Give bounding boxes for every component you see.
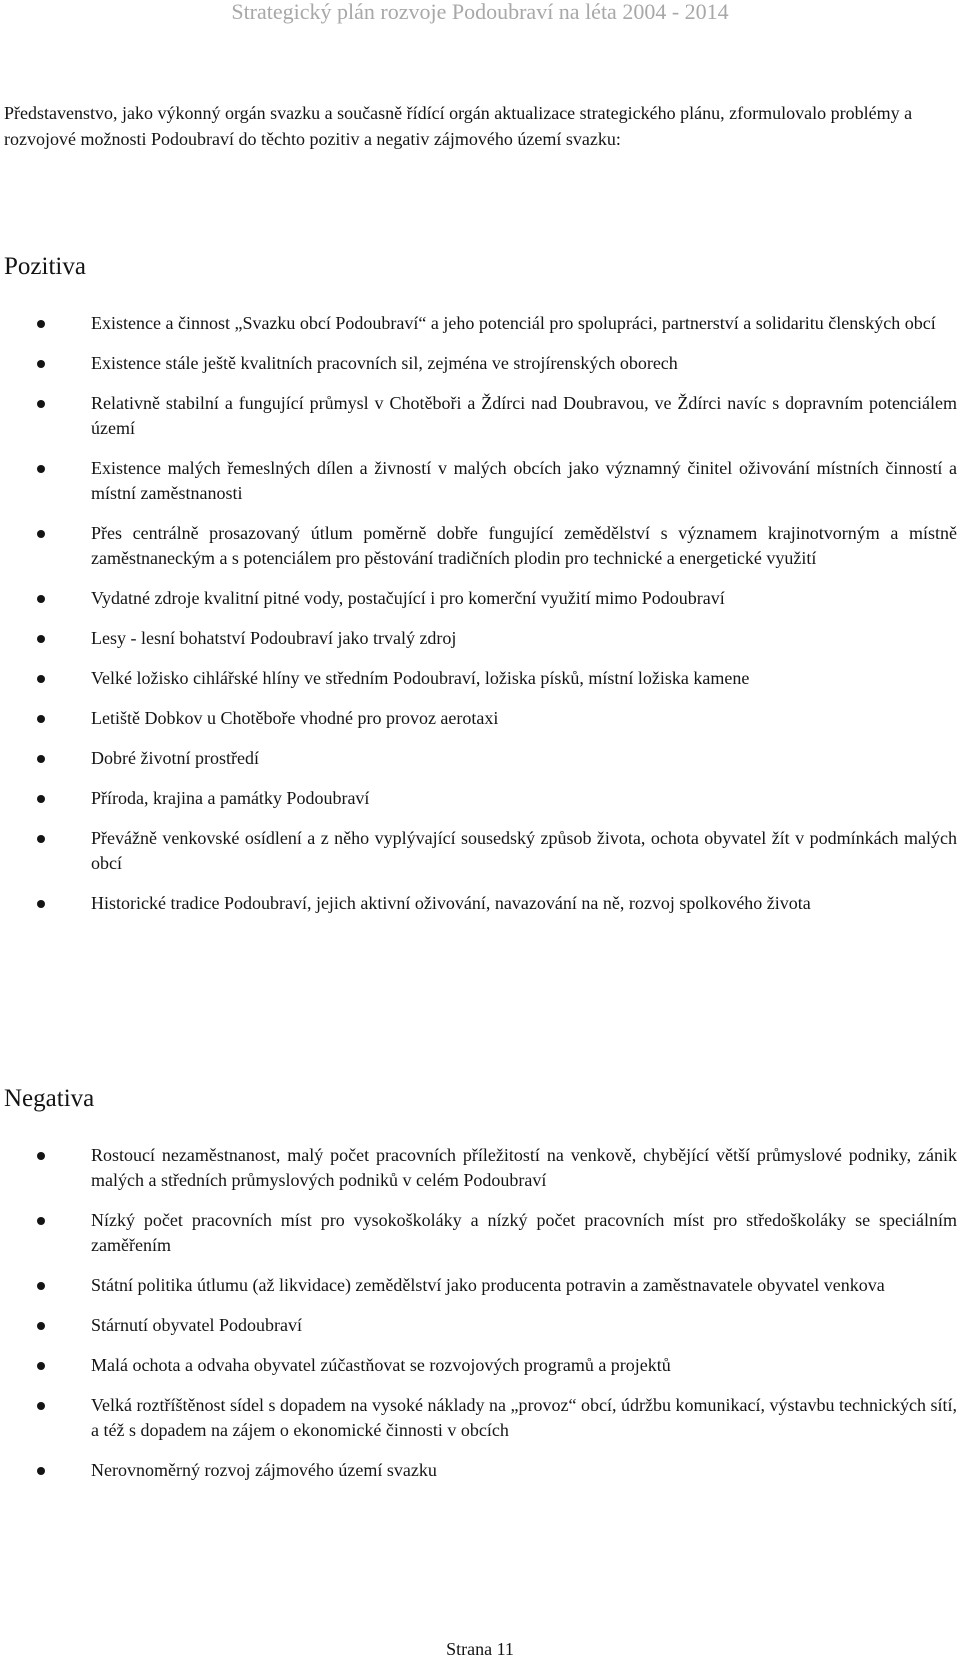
list-item xyxy=(0,746,957,771)
section-heading-positives: Pozitiva xyxy=(4,253,86,280)
bullet-icon xyxy=(37,1152,45,1160)
bullet-icon xyxy=(37,360,45,368)
bullet-icon xyxy=(37,1402,45,1410)
list-item-text: Nerovnoměrný rozvoj zájmového území svazku xyxy=(91,1460,437,1480)
list-item-text: Existence a činnost „Svazku obcí Podoubraví“ a jeho potenciál pro spolupráci, partnerství a solidaritu členských obcí xyxy=(91,313,936,333)
bullet-icon xyxy=(37,530,45,538)
bullet-icon xyxy=(37,1322,45,1330)
list-item-text: Existence malých řemeslných dílen a živností v malých obcích jako významný činitel oživování místních činností a místní zaměstnanosti xyxy=(91,458,957,503)
bullet-icon xyxy=(37,795,45,803)
list-item xyxy=(0,351,957,376)
list-item xyxy=(0,1393,957,1443)
list-item xyxy=(0,521,957,571)
list-item-text: Převážně venkovské osídlení a z něho vyplývající sousedský způsob života, ochota obyvatel žít v podmínkách malých obcí xyxy=(91,828,957,873)
list-item-text: Rostoucí nezaměstnanost, malý počet pracovních příležitostí na venkově, chybějící větší průmyslové podniky, zánik malých a středních průmyslových podniků v celém Podoubraví xyxy=(91,1145,957,1190)
bullet-icon xyxy=(37,595,45,603)
section-heading-negatives: Negativa xyxy=(4,1085,95,1112)
bullet-icon xyxy=(37,675,45,683)
list-item xyxy=(0,391,957,441)
list-item xyxy=(0,826,957,876)
list-item-text: Stárnutí obyvatel Podoubraví xyxy=(91,1315,302,1335)
bullet-icon xyxy=(37,755,45,763)
list-item-text: Malá ochota a odvaha obyvatel zúčastňovat se rozvojových programů a projektů xyxy=(91,1355,671,1375)
bullet-icon xyxy=(37,900,45,908)
bullet-icon xyxy=(37,635,45,643)
bullet-icon xyxy=(37,400,45,408)
bullet-icon xyxy=(37,1362,45,1370)
list-item xyxy=(0,456,957,506)
list-item xyxy=(0,706,957,731)
list-item xyxy=(0,1458,957,1483)
list-item-text: Nízký počet pracovních míst pro vysokoškoláky a nízký počet pracovních míst pro středoškoláky se speciálním zaměřením xyxy=(91,1210,957,1255)
bullet-icon xyxy=(37,320,45,328)
list-item xyxy=(0,891,957,916)
bullet-icon xyxy=(37,1217,45,1225)
list-item-text: Státní politika útlumu (až likvidace) zemědělství jako producenta potravin a zaměstnavatele obyvatel venkova xyxy=(91,1275,885,1295)
negatives-list xyxy=(0,1143,960,1498)
list-item xyxy=(0,1208,957,1258)
list-item-text: Relativně stabilní a fungující průmysl v Chotěboři a Ždírci nad Doubravou, ve Ždírci navíc s dopravním potenciálem území xyxy=(91,393,957,438)
list-item-text: Velká roztříštěnost sídel s dopadem na vysoké náklady na „provoz“ obcí, údržbu komunikací, výstavbu technických sítí, a též s dopadem na zájem o ekonomické činnosti v obcích xyxy=(91,1395,957,1440)
list-item xyxy=(0,666,957,691)
list-item-text: Přes centrálně prosazovaný útlum poměrně dobře fungující zemědělství s významem krajinotvorným a místně zaměstnaneckým a s potenciálem pro pěstování tradičních plodin pro technické a energetické využití xyxy=(91,523,957,568)
intro-paragraph: Představenstvo, jako výkonný orgán svazku a současně řídící orgán aktualizace strategického plánu, zformulovalo problémy a rozvojové možnosti Podoubraví do těchto pozitiv a negativ zájmového území svazku: xyxy=(4,103,913,149)
bullet-icon xyxy=(37,715,45,723)
list-item-text: Dobré životní prostředí xyxy=(91,748,259,768)
list-item-text: Velké ložisko cihlářské hlíny ve středním Podoubraví, ložiska písků, místní ložiska kamene xyxy=(91,668,750,688)
list-item-text: Historické tradice Podoubraví, jejich aktivní oživování, navazování na ně, rozvoj spolkového života xyxy=(91,893,811,913)
list-item xyxy=(0,586,957,611)
list-item-text: Lesy - lesní bohatství Podoubraví jako trvalý zdroj xyxy=(91,628,457,648)
list-item xyxy=(0,1353,957,1378)
list-item xyxy=(0,1143,957,1193)
list-item xyxy=(0,1313,957,1338)
list-item xyxy=(0,311,957,336)
list-item-text: Vydatné zdroje kvalitní pitné vody, postačující i pro komerční využití mimo Podoubraví xyxy=(91,588,725,608)
list-item xyxy=(0,786,957,811)
list-item xyxy=(0,626,957,651)
bullet-icon xyxy=(37,1282,45,1290)
bullet-icon xyxy=(37,835,45,843)
list-item-text: Příroda, krajina a památky Podoubraví xyxy=(91,788,370,808)
bullet-icon xyxy=(37,465,45,473)
list-item xyxy=(0,1273,957,1298)
list-item-text: Existence stále ještě kvalitních pracovních sil, zejména ve strojírenských oborech xyxy=(91,353,678,373)
list-item-text: Letiště Dobkov u Chotěboře vhodné pro provoz aerotaxi xyxy=(91,708,499,728)
positives-list xyxy=(0,311,960,931)
page-number: Strana 11 xyxy=(446,1639,514,1659)
bullet-icon xyxy=(37,1467,45,1475)
running-header: Strategický plán rozvoje Podoubraví na léta 2004 - 2014 xyxy=(231,0,729,24)
